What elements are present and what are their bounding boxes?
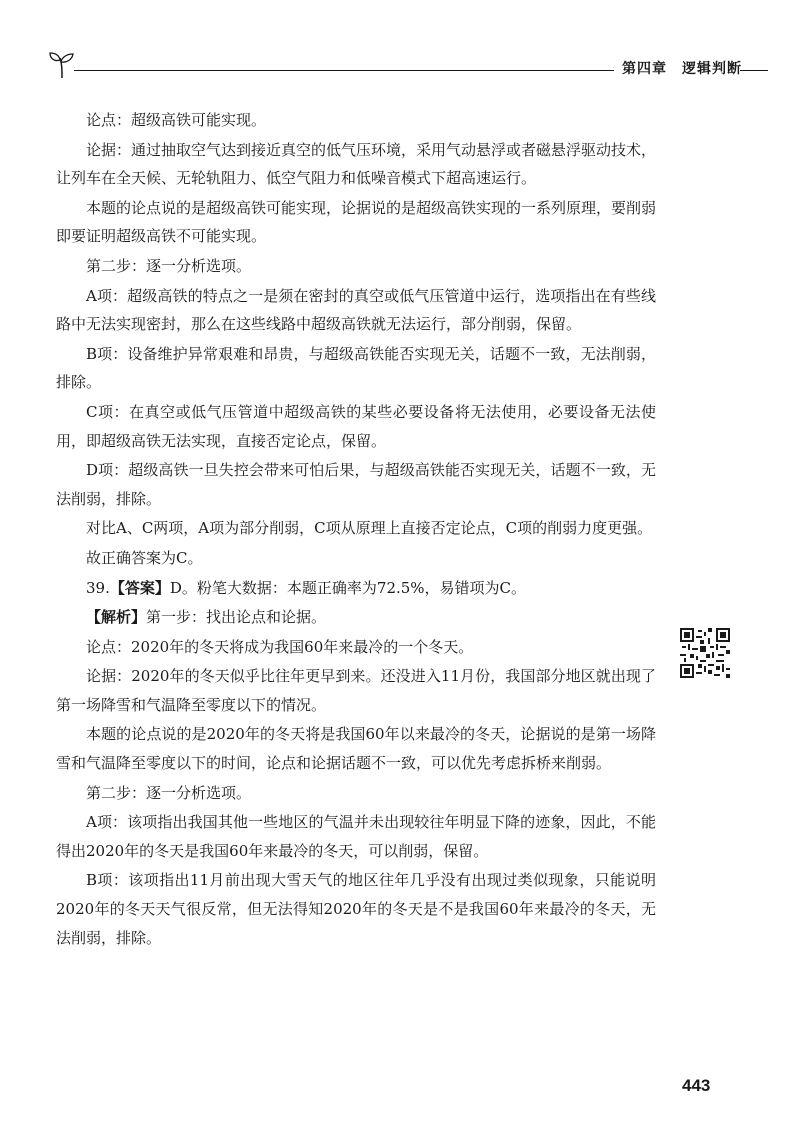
paragraph: A项：该项指出我国其他一些地区的气温并未出现较往年明显下降的迹象，因此，不能得出2020年的冬天是我国60年来最冷的冬天，可以削弱，保留。 — [56, 813, 656, 860]
paragraph: 故正确答案为C。 — [86, 548, 203, 567]
paragraph: 论据：通过抽取空气达到接近真空的低气压环境，采用气动悬浮或者磁悬浮驱动技术，让列车在全天候、无轮轨阻力、低空气阻力和低噪音模式下超高速运行。 — [56, 140, 657, 188]
paragraph: A项：超级高铁的特点之一是须在密封的真空或低气压管道中运行，选项指出在有些线路中无法实现密封，那么在这些线路中超级高铁就无法运行，部分削弱，保留。 — [56, 286, 656, 334]
paragraph: D项：超级高铁一旦失控会带来可怕后果，与超级高铁能否实现无关，话题不一致，无法削弱，排除。 — [56, 461, 656, 508]
paragraph: 论点：超级高铁可能实现。 — [86, 111, 267, 129]
paragraph: C项：在真空或低气压管道中超级高铁的某些必要设备将无法使用，必要设备无法使用，即超级高铁无法实现，直接否定论点，保留。 — [56, 402, 656, 450]
answer-paragraph: 39.【答案】D。粉笔大数据：本题正确率为72.5%，易错项为C。 — [86, 578, 527, 597]
paragraph: 论据：2020年的冬天似乎比往年更早到来。还没进入11月份，我国部分地区就出现了第一场降雪和气温降至零度以下的情况。 — [56, 667, 656, 714]
header-rule-right — [740, 70, 768, 71]
paragraph: 对比A、C两项，A项为部分削弱，C项从原理上直接否定论点，C项的削弱力度更强。 — [86, 519, 653, 538]
analysis-paragraph: 【解析】第一步：找出论点和论据。 — [86, 608, 327, 627]
paragraph: B项：该项指出11月前出现大雪天气的地区往年几乎没有出现过类似现象，只能说明2020年的冬天天气很反常，但无法得知2020年的冬天是不是我国60年来最冷的冬天，无法削弱，排除。 — [56, 871, 656, 947]
page-number: 443 — [682, 1076, 711, 1095]
section-label: 逻辑判断 — [682, 61, 742, 77]
running-header — [48, 48, 768, 88]
paragraph: 本题的论点说的是超级高铁可能实现，论据说的是超级高铁实现的一系列原理，要削弱即要证明超级高铁不可能实现。 — [56, 198, 657, 246]
paragraph: 本题的论点说的是2020年的冬天将是我国60年以来最冷的冬天，论据说的是第一场降雪和气温降至零度以下的时间，论点和论据话题不一致，可以优先考虑拆桥来削弱。 — [56, 725, 656, 773]
answer-label: 【答案】 — [109, 578, 170, 597]
sprout-icon — [48, 50, 76, 80]
analysis-label: 【解析】 — [86, 608, 147, 627]
header-rule-left — [74, 70, 614, 71]
paragraph: 第二步：逐一分析选项。 — [86, 783, 252, 802]
qr-code-icon[interactable] — [680, 628, 730, 678]
chapter-label: 第四章 — [622, 61, 667, 77]
paragraph: B项：设备维护异常艰难和昂贵，与超级高铁能否实现无关，话题不一致，无法削弱，排除。 — [56, 344, 656, 392]
paragraph: 论点：2020年的冬天将成为我国60年来最冷的一个冬天。 — [86, 637, 474, 656]
question-number: 39. — [86, 578, 110, 597]
paragraph: 第二步：逐一分析选项。 — [86, 256, 252, 275]
page-body — [56, 106, 656, 953]
